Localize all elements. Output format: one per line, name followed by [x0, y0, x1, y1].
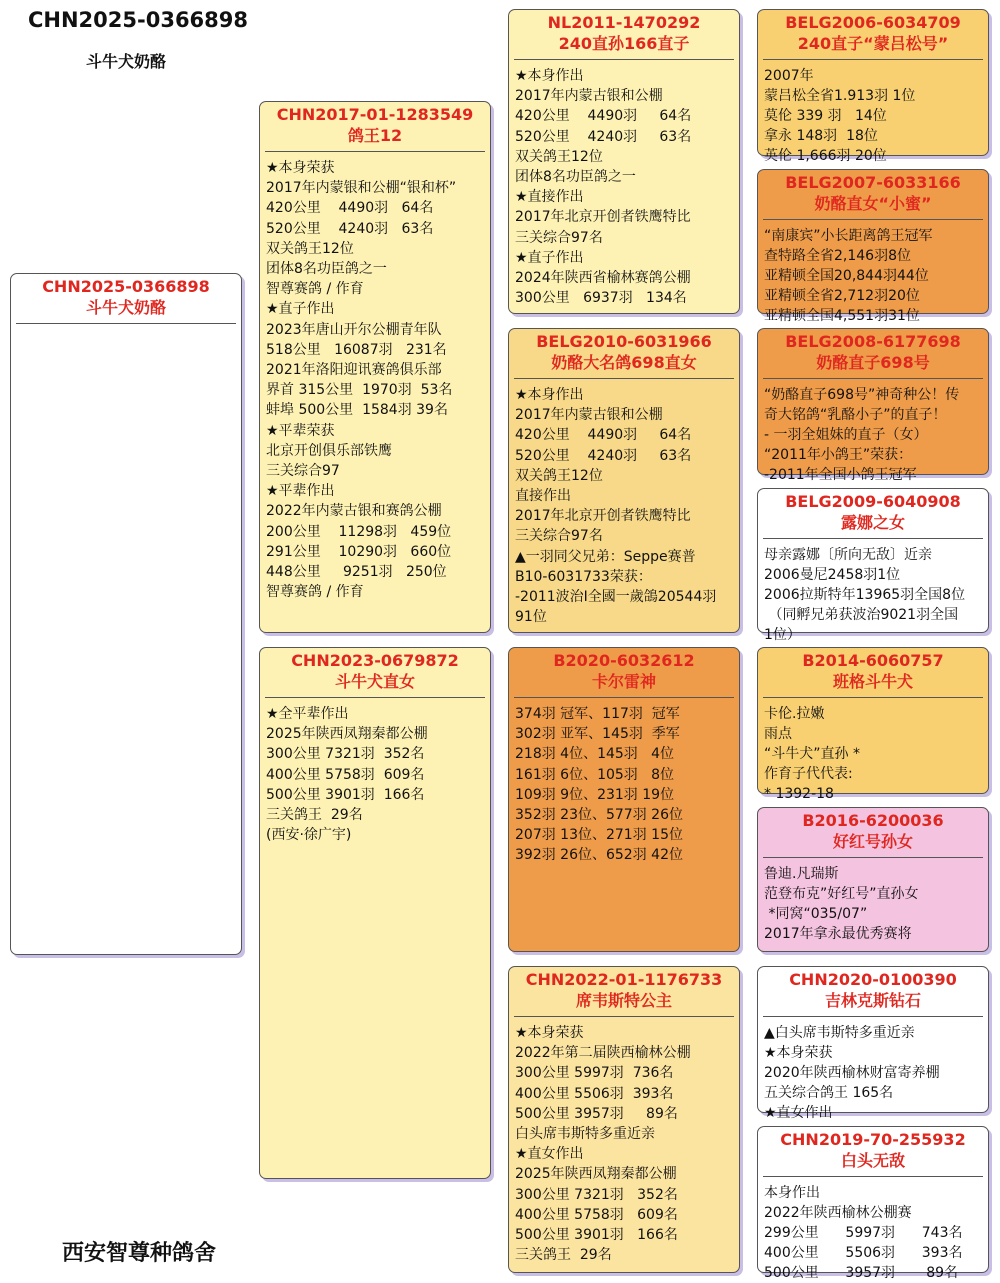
note-line: 英伦 1,666羽 20位: [764, 148, 887, 164]
note-line: 奇大铭鸽“乳酪小子”的直子！: [764, 407, 947, 423]
dam-dam-notes: [509, 1023, 739, 1265]
note-line: 2006曼尼2458羽1位: [764, 567, 901, 583]
dam-notes: [260, 704, 490, 845]
g3-ring-6: B2016-6200036: [802, 811, 944, 830]
note-line: 界首 315公里 1970羽 53名: [266, 382, 453, 399]
note-line: 2007年: [764, 68, 814, 84]
g3-card-7[interactable]: [757, 966, 989, 1121]
sire-dam-ring: BELG2010-6031966: [536, 332, 712, 351]
note-line: 雨点: [764, 726, 792, 742]
note-line: 2006拉斯特年13965羽全国8位: [764, 587, 966, 603]
note-line: 161羽 6位、105羽 8位: [515, 766, 675, 783]
note-line: “斗牛犬”直孙 *: [764, 746, 860, 762]
note-line: 400公里 5506羽 393名: [515, 1085, 674, 1102]
note-line: 五关综合鸽王 165名: [764, 1085, 894, 1101]
note-line: 300公里 6937羽 134名: [515, 290, 687, 307]
subject-name: 斗牛犬奶酪: [85, 298, 166, 317]
note-line: 团体8名功臣鸽之一: [515, 169, 636, 186]
g3-divider-3: [763, 378, 983, 379]
dam-dam-name: 席韦斯特公主: [575, 991, 672, 1010]
note-line: 200公里 11298羽 459位: [266, 523, 452, 540]
sire-ring: CHN2017-01-1283549: [276, 105, 474, 124]
note-line: 448公里 9251羽 250位: [266, 564, 447, 581]
note-line: 109羽 9位、231羽 19位: [515, 786, 675, 803]
g3-card-2[interactable]: [757, 169, 989, 324]
sire-sire-notes: [509, 66, 739, 308]
g3-name-4: 露娜之女: [840, 513, 905, 532]
note-line: 拿永 148羽 18位: [764, 128, 878, 144]
dam-sire-card[interactable]: [508, 647, 740, 952]
note-line: 302羽 亚军、145羽 季军: [515, 726, 680, 743]
g3-divider-5: [763, 697, 983, 698]
sire-name: 鸽王12: [347, 126, 403, 145]
note-line: 374羽 冠军、117羽 冠军: [515, 706, 680, 722]
g3-divider-7: [763, 1016, 983, 1017]
note-line: ▲一羽同父兄弟：Seppe赛普: [515, 548, 696, 565]
note-line: 420公里 4490羽 64名: [515, 427, 692, 444]
note-line: 400公里 5758羽 609名: [266, 766, 425, 783]
note-line: ★本身作出: [515, 387, 584, 403]
note-line: 三关综合97: [266, 463, 340, 480]
note-line: 亚精顿全国4,551羽31位: [764, 308, 920, 324]
g3-divider-2: [763, 219, 983, 220]
sire-sire-divider: [514, 59, 734, 60]
note-line: 查特路全省2,146羽8位: [764, 248, 911, 264]
g3-ring-1: BELG2006-6034709: [785, 13, 961, 32]
note-line: ★直接作出: [515, 189, 584, 206]
g3-ring-7: CHN2020-0100390: [789, 970, 957, 989]
note-line: ★本身作出: [515, 68, 584, 84]
g3-name-1: 240直子“蒙吕松号”: [797, 34, 949, 53]
note-line: 三关鸽王 29名: [266, 807, 363, 824]
dam-sire-divider: [514, 697, 734, 698]
note-line: 2025年陕西凤翔秦都公棚: [266, 726, 428, 743]
dam-dam-ring: CHN2022-01-1176733: [525, 970, 723, 989]
note-line: 420公里 4490羽 64名: [515, 108, 692, 125]
note-line: 518公里 16087羽 231名: [266, 341, 447, 358]
sire-dam-name: 奶酪大名鸽698直女: [551, 353, 697, 372]
note-line: 三关鸽王 29名: [515, 1247, 612, 1264]
note-line: ▲白头席韦斯特多重近亲: [764, 1025, 915, 1041]
note-line: 双关鸽王12位: [515, 467, 603, 484]
note-line: 2022年陕西榆林公棚赛: [764, 1205, 912, 1221]
note-line: 2021年洛阳迎讯赛鸽俱乐部: [266, 362, 442, 379]
g3-ring-3: BELG2008-6177698: [785, 332, 961, 351]
sire-card[interactable]: [259, 101, 491, 633]
note-line: 直接作出: [515, 488, 571, 505]
note-line: 2017年内蒙古银和公棚: [515, 407, 663, 424]
note-line: 2020年陕西榆林财富寄养棚: [764, 1065, 940, 1081]
note-line: 2022年内蒙古银和赛鸽公棚: [266, 503, 442, 520]
g3-card-4[interactable]: [757, 488, 989, 643]
note-line: （同孵兄弟获波治9021羽全国: [764, 607, 959, 623]
g3-name-3: 奶酪直子698号: [816, 353, 930, 372]
subject-card[interactable]: [10, 273, 242, 955]
sire-dam-card[interactable]: [508, 328, 740, 633]
g3-notes-8: [758, 1183, 988, 1283]
note-line: 本身作出: [764, 1185, 820, 1201]
note-line: 2025年陕西凤翔秦都公棚: [515, 1166, 677, 1183]
g3-card-1[interactable]: [757, 9, 989, 164]
note-line: 2023年唐山开尔公棚青年队: [266, 321, 442, 338]
note-line: ★直女作出: [764, 1105, 833, 1121]
note-line: ★全平辈作出: [266, 706, 349, 722]
g3-notes-7: [758, 1023, 988, 1123]
note-line: - 一羽全姐妹的直子（女）: [764, 427, 928, 443]
loft-name-footer: 西安智尊种鸽舍: [62, 1241, 217, 1266]
note-line: 1位）: [764, 627, 801, 643]
note-line: ★本身荣获: [266, 160, 335, 176]
sire-divider: [265, 151, 485, 152]
g3-card-8[interactable]: [757, 1126, 989, 1281]
note-line: 91位: [515, 609, 547, 626]
sire-sire-ring: NL2011-1470292: [547, 13, 701, 32]
note-line: 207羽 13位、271羽 15位: [515, 827, 683, 844]
note-line: *同窝“035/07”: [764, 906, 868, 922]
g3-divider-6: [763, 857, 983, 858]
note-line: 范登布克”好红号”直孙女: [764, 886, 919, 902]
note-line: 520公里 4240羽 63名: [515, 447, 692, 464]
sire-sire-card[interactable]: [508, 9, 740, 314]
note-line: 2017年内蒙银和公棚“银和杯”: [266, 180, 457, 197]
note-line: 300公里 7321羽 352名: [266, 746, 425, 763]
note-line: (西安·徐广宇): [266, 827, 352, 844]
note-line: 2017年北京开创者铁鹰特比: [515, 209, 691, 226]
g3-divider-1: [763, 59, 983, 60]
dam-sire-notes: [509, 704, 739, 866]
note-line: “南康宾”小长距离鸽王冠军: [764, 228, 933, 244]
note-line: “奶酪直子698号”神奇种公！传: [764, 387, 960, 403]
note-line: 392羽 26位、652羽 42位: [515, 847, 683, 864]
g3-card-3[interactable]: [757, 328, 989, 483]
subject-ring: CHN2025-0366898: [42, 277, 210, 296]
note-line: 双关鸽王12位: [266, 240, 354, 257]
note-line: “2011年小鸽王”荣获：: [764, 447, 913, 463]
sire-sire-name: 240直孙166直子: [558, 34, 690, 53]
note-line: 作育子代代表:: [764, 766, 853, 782]
note-line: 2017年内蒙古银和公棚: [515, 88, 663, 105]
note-line: 300公里 7321羽 352名: [515, 1186, 678, 1203]
note-line: 300公里 5997羽 736名: [515, 1065, 674, 1082]
note-line: -2011年全国小鸽王冠军: [764, 467, 917, 483]
note-line: 2022年第二届陕西榆林公棚: [515, 1045, 691, 1062]
note-line: 500公里 3901羽 166名: [515, 1227, 678, 1244]
subject-divider: [16, 323, 236, 324]
g3-divider-8: [763, 1176, 983, 1177]
g3-ring-5: B2014-6060757: [802, 651, 944, 670]
note-line: 蒙吕松全省1.913羽 1位: [764, 88, 916, 104]
g3-notes-2: [758, 226, 988, 326]
g3-ring-8: CHN2019-70-255932: [780, 1130, 966, 1149]
note-line: ★直子作出: [266, 301, 335, 318]
note-line: 400公里 5758羽 609名: [515, 1206, 678, 1223]
dam-sire-name: 卡尔雷神: [591, 672, 656, 691]
note-line: 500公里 3957羽 89名: [515, 1105, 678, 1122]
dam-ring: CHN2023-0679872: [291, 651, 459, 670]
note-line: ★本身荣获: [515, 1025, 584, 1041]
note-line: 卡伦.拉嫩: [764, 706, 825, 722]
note-line: ★直女作出: [515, 1146, 584, 1163]
note-line: 2024年陕西省榆林赛鸽公棚: [515, 270, 691, 287]
pedigree-bird-name: 斗牛犬奶酪: [86, 52, 167, 71]
dam-divider: [265, 697, 485, 698]
g3-notes-6: [758, 864, 988, 944]
g3-notes-4: [758, 545, 988, 645]
g3-name-7: 吉林克斯钻石: [824, 991, 921, 1010]
note-line: ★平辈荣获: [266, 422, 335, 439]
g3-notes-1: [758, 66, 988, 166]
note-line: * 1392-18: [764, 786, 834, 802]
note-line: 莫伦 339 羽 14位: [764, 108, 887, 124]
g3-card-5[interactable]: [757, 647, 989, 802]
g3-name-6: 好红号孙女: [832, 832, 913, 851]
note-line: 亚精顿全省2,712羽20位: [764, 288, 920, 304]
note-line: 400公里 5506羽 393名: [764, 1245, 963, 1261]
note-line: 双关鸽王12位: [515, 148, 603, 165]
g3-notes-3: [758, 385, 988, 485]
note-line: 智尊赛鸽 / 作育: [266, 584, 364, 601]
note-line: ★直子作出: [515, 249, 584, 266]
note-line: -2011波治I全國一歲鴿20544羽: [515, 589, 717, 606]
note-line: 299公里 5997羽 743名: [764, 1225, 963, 1241]
note-line: ★本身荣获: [764, 1045, 833, 1061]
dam-dam-divider: [514, 1016, 734, 1017]
note-line: 蚌埠 500公里 1584羽 39名: [266, 402, 448, 419]
sire-dam-divider: [514, 378, 734, 379]
note-line: 白头席韦斯特多重近亲: [515, 1126, 655, 1143]
note-line: 520公里 4240羽 63名: [515, 128, 692, 145]
g3-notes-5: [758, 704, 988, 804]
note-line: B10-6031733荣获：: [515, 568, 652, 585]
g3-ring-4: BELG2009-6040908: [785, 492, 961, 511]
note-line: 三关综合97名: [515, 528, 603, 545]
note-line: 500公里 3957羽 89名: [764, 1265, 959, 1281]
note-line: 218羽 4位、145羽 4位: [515, 746, 675, 763]
note-line: 500公里 3901羽 166名: [266, 786, 425, 803]
g3-card-6[interactable]: [757, 807, 989, 952]
note-line: 520公里 4240羽 63名: [266, 220, 434, 237]
g3-name-8: 白头无敌: [840, 1151, 905, 1170]
sire-notes: [260, 158, 490, 602]
dam-card[interactable]: [259, 647, 491, 1179]
note-line: 三关综合97名: [515, 229, 603, 246]
dam-sire-ring: B2020-6032612: [553, 651, 695, 670]
note-line: 北京开创俱乐部铁鹰: [266, 442, 392, 459]
note-line: 母亲露娜〔所向无敌〕近亲: [764, 547, 932, 563]
note-line: 亚精顿全国20,844羽44位: [764, 268, 929, 284]
note-line: 智尊赛鸽 / 作育: [266, 281, 364, 298]
note-line: 鲁迪.凡瑞斯: [764, 866, 839, 882]
note-line: 291公里 10290羽 660位: [266, 543, 452, 560]
note-line: 团体8名功臣鸽之一: [266, 261, 387, 278]
pedigree-ring-number: CHN2025-0366898: [28, 8, 249, 32]
note-line: 352羽 23位、577羽 26位: [515, 807, 683, 824]
g3-name-2: 奶酪直女“小蜜”: [814, 194, 932, 213]
note-line: 420公里 4490羽 64名: [266, 200, 434, 217]
note-line: 2017年拿永最优秀赛将: [764, 926, 912, 942]
dam-name: 斗牛犬直女: [334, 672, 415, 691]
g3-divider-4: [763, 538, 983, 539]
note-line: 2017年北京开创者铁鹰特比: [515, 508, 691, 525]
note-line: ★平辈作出: [266, 483, 335, 500]
g3-ring-2: BELG2007-6033166: [785, 173, 961, 192]
g3-name-5: 班格斗牛犬: [832, 672, 913, 691]
sire-dam-notes: [509, 385, 739, 627]
dam-dam-card[interactable]: [508, 966, 740, 1273]
